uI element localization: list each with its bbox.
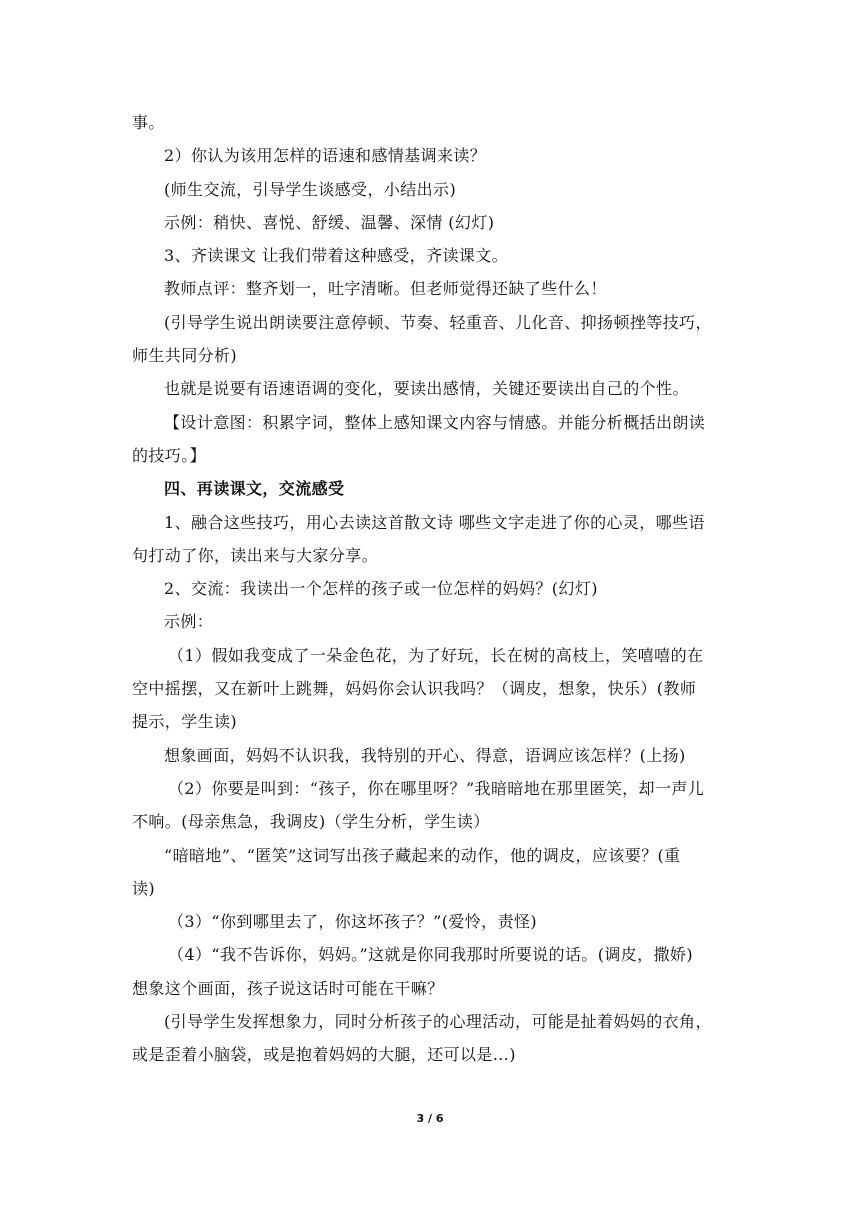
text-line: 或是歪着小脑袋，或是抱着妈妈的大腿，还可以是…) (132, 1045, 516, 1065)
text-line: “暗暗地”、“匿笑”这词写出孩子藏起来的动作，他的调皮，应该要？(重 (164, 845, 681, 865)
text-line: 事。 (132, 113, 165, 132)
page-number: 3 / 6 (416, 1112, 444, 1125)
text-line: (引导学生说出朗读要注意停顿、节奏、轻重音、儿化音、抑扬顿挫等技巧， (164, 312, 712, 332)
text-line: 示例：稍快、喜悦、舒缓、温馨、深情 (幻灯) (164, 212, 495, 232)
section-heading: 四、再读课文，交流感受 (164, 479, 345, 499)
design-intent-line: 【设计意图：积累字词，整体上感知课文内容与情感。并能分析概括出朗读 (164, 412, 706, 432)
text-line: 师生共同分析) (132, 346, 238, 366)
text-line: （2）你要是叫到：“孩子，你在哪里呀？”我暗暗地在那里匿笑，却一声儿 (168, 778, 705, 798)
text-line: 不响。(母亲焦急，我调皮)（学生分析，学生读） (132, 812, 490, 832)
text-line: 提示，学生读) (132, 712, 238, 732)
text-line: 读) (132, 878, 156, 898)
design-intent-line: 的技巧。】 (132, 445, 207, 465)
text-line: 空中摇摆，又在新叶上跳舞，妈妈你会认识我吗？（调皮，想象，快乐）(教师 (132, 679, 697, 699)
text-line: 1、融合这些技巧，用心去读这首散文诗 哪些文字走进了你的心灵，哪些语 (164, 512, 705, 532)
text-line: （3）“你到哪里去了，你这坏孩子？”(爱怜，责怪) (168, 912, 538, 932)
page-content (132, 106, 732, 1072)
text-line: 2）你认为该用怎样的语速和感情基调来读？ (164, 146, 487, 166)
text-line: 想象画面，妈妈不认识我，我特别的开心、得意，语调应该怎样？(上扬) (164, 745, 686, 765)
text-line: （1）假如我变成了一朵金色花，为了好玩，长在树的高枝上，笑嘻嘻的在 (168, 645, 704, 665)
text-line: 示例： (164, 612, 214, 632)
text-line: 3、齐读课文 让我们带着这种感受，齐读课文。 (164, 246, 509, 266)
text-line: （4）“我不告诉你，妈妈。”这就是你同我那时所要说的话。(调皮，撒娇) (168, 945, 694, 965)
text-line: 2、交流：我读出一个怎样的孩子或一位怎样的妈妈？(幻灯) (164, 579, 598, 599)
text-line: 也就是说要有语速语调的变化，要读出感情，关键还要读出自己的个性。 (164, 379, 689, 399)
text-line: (引导学生发挥想象力，同时分析孩子的心理活动，可能是扯着妈妈的衣角， (164, 1012, 712, 1032)
text-line: 句打动了你，读出来与大家分享。 (132, 545, 379, 565)
text-line: 想象这个画面，孩子说这话时可能在干嘛？ (132, 978, 444, 998)
text-line: 教师点评：整齐划一，吐字清晰。但老师觉得还缺了些什么！ (164, 279, 607, 299)
text-line: (师生交流，引导学生谈感受，小结出示) (164, 179, 457, 199)
